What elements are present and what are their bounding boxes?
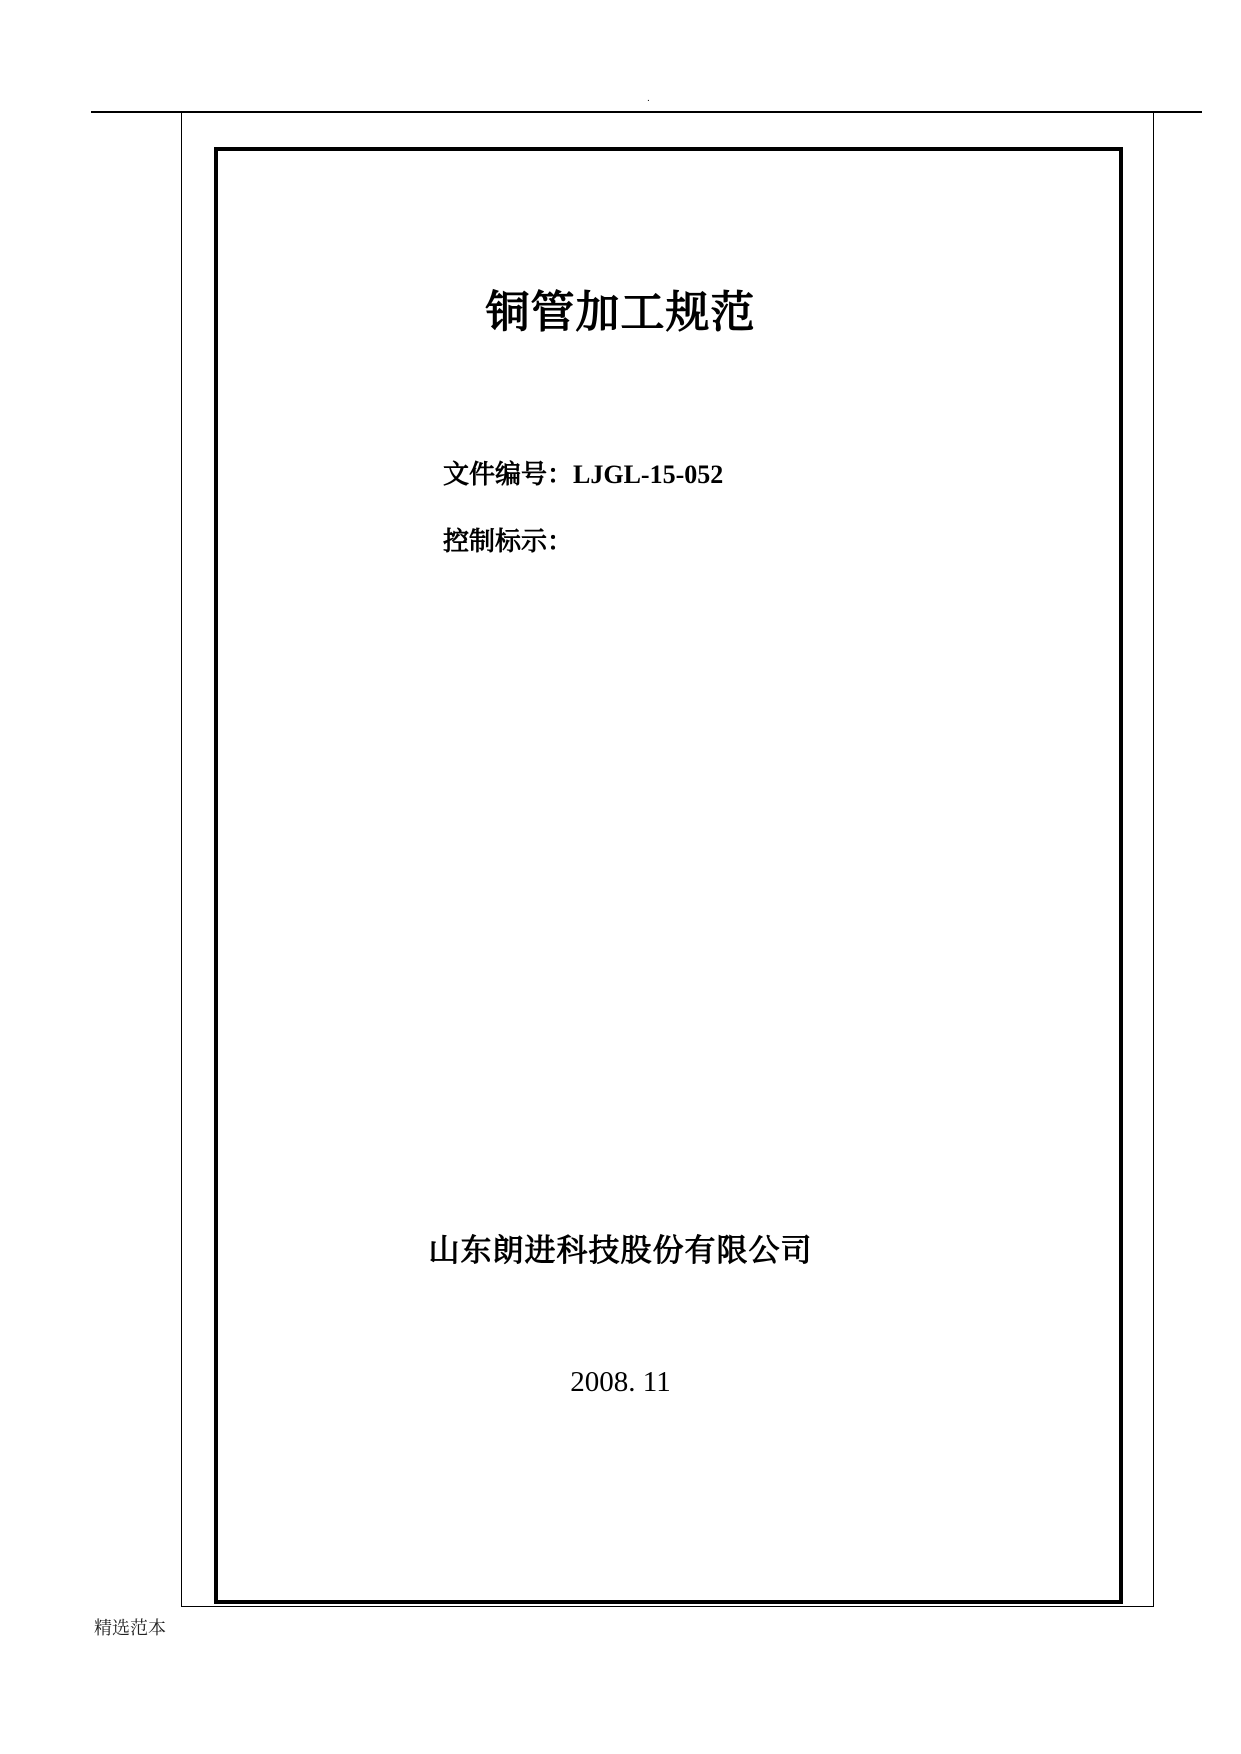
- file-number-line: [443, 457, 723, 493]
- company-name: 山东朗进科技股份有限公司: [428, 1233, 813, 1269]
- document-title: 铜管加工规范: [485, 287, 756, 338]
- control-mark-line: [443, 524, 573, 560]
- file-number-value: LJGL-15-052: [573, 460, 724, 489]
- file-number-label: 文件编号：: [443, 460, 574, 490]
- header-marker: .: [647, 93, 650, 104]
- footer-label: 精选范本: [94, 1618, 166, 1639]
- control-mark-label: 控制标示：: [443, 527, 574, 557]
- document-date: 2008. 11: [570, 1366, 671, 1398]
